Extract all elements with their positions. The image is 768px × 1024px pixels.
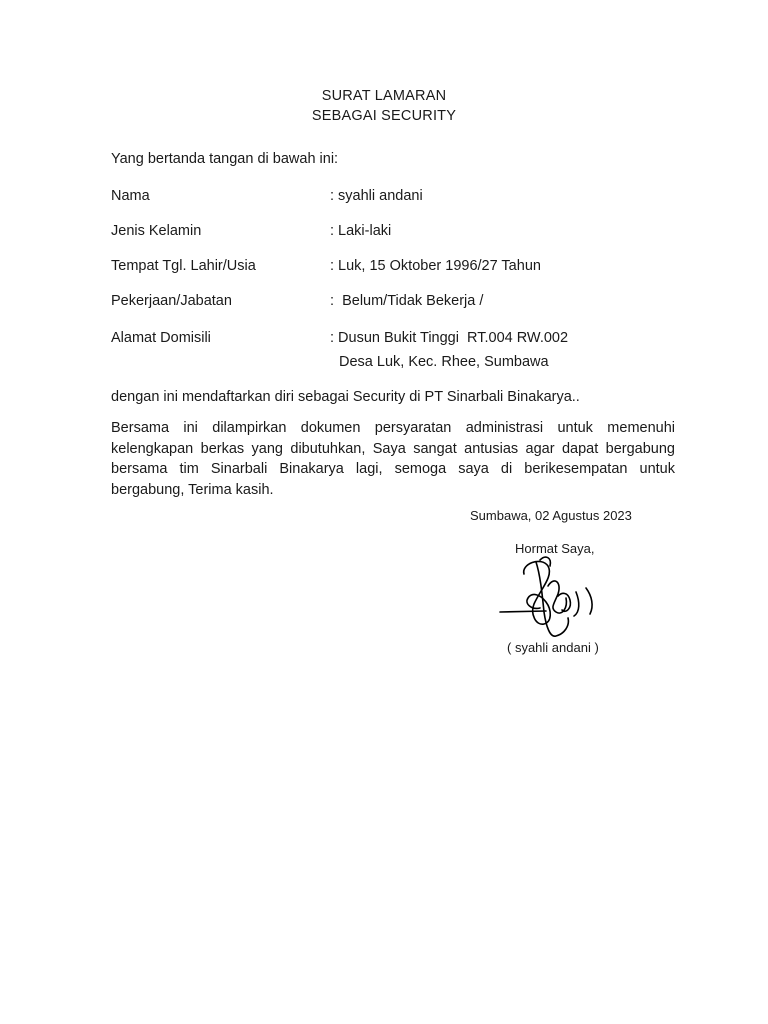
- place-date: Sumbawa, 02 Agustus 2023: [470, 508, 632, 523]
- field-value: : Laki-laki: [330, 223, 392, 239]
- title-line-2: SEBAGAI SECURITY: [311, 108, 457, 124]
- field-value: : Belum/Tidak Bekerja /: [330, 293, 484, 309]
- field-value: : Luk, 15 Oktober 1996/27 Tahun: [330, 258, 541, 274]
- field-label: Alamat Domisili: [111, 330, 211, 346]
- field-label: Tempat Tgl. Lahir/Usia: [111, 258, 256, 274]
- opening-line: Yang bertanda tangan di bawah ini:: [111, 151, 339, 167]
- signer-name: ( syahli andani ): [507, 640, 599, 655]
- field-value: : Dusun Bukit Tinggi RT.004 RW.002: [330, 330, 569, 346]
- field-label: Pekerjaan/Jabatan: [111, 293, 232, 309]
- field-label: Nama: [111, 188, 150, 204]
- title-line-1: SURAT LAMARAN: [321, 88, 447, 104]
- closing-salutation: Hormat Saya,: [515, 541, 595, 556]
- address-continuation: Desa Luk, Kec. Rhee, Sumbawa: [339, 354, 549, 370]
- handwritten-signature: [496, 552, 606, 644]
- application-statement: dengan ini mendaftarkan diri sebagai Security di PT Sinarbali Binakarya..: [111, 389, 580, 405]
- field-value: : syahli andani: [330, 188, 423, 204]
- letter-title: [0, 86, 768, 126]
- body-paragraph: Bersama ini dilampirkan dokumen persyaratan administrasi untuk memenuhi kelengkapan berkas yang dibutuhkan, Saya sangat antusias agar dapat bergabung bersama tim Sinarbali Binakarya lagi, semoga saya di berikesempatan untuk bergabung, Terima kasih.: [111, 420, 675, 498]
- field-label: Jenis Kelamin: [111, 223, 202, 239]
